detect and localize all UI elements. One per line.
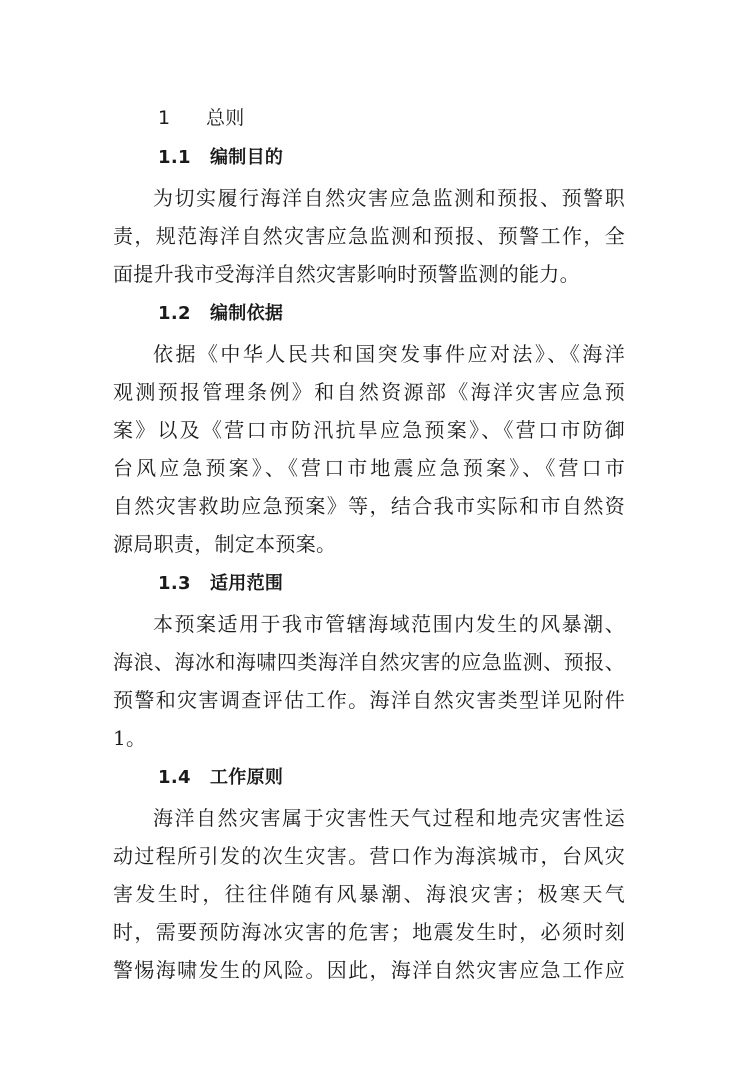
- paragraph-line: 预警和灾害调查评估工作。海洋自然灾害类型详见附件: [113, 688, 625, 712]
- paragraph-line: 台风应急预案》、《营口市地震应急预案》、《营口市: [113, 456, 625, 480]
- section-title: 编制目的: [210, 147, 284, 168]
- paragraph-line: 动过程所引发的次生灾害。营口作为海滨城市，台风灾: [113, 844, 625, 868]
- section-number: 1.4: [158, 767, 191, 788]
- paragraph-line: 案》以及《营口市防汛抗旱应急预案》、《营口市防御: [113, 418, 625, 442]
- paragraph-line: 警惕海啸发生的风险。因此，海洋自然灾害应急工作应: [113, 958, 625, 982]
- paragraph-line: 责，规范海洋自然灾害应急监测和预报、预警工作，全: [113, 224, 625, 248]
- paragraph-line: 海浪、海冰和海啸四类海洋自然灾害的应急监测、预报、: [113, 650, 625, 674]
- paragraph-line: 自然灾害救助应急预案》等，结合我市实际和市自然资: [113, 494, 625, 518]
- paragraph-line: 依据《中华人民共和国突发事件应对法》、《海洋: [153, 342, 625, 366]
- section-number: 1.3: [158, 573, 191, 594]
- section-heading: [113, 766, 625, 790]
- paragraph-line: 1。: [113, 726, 147, 750]
- section-heading: [113, 302, 625, 326]
- section-heading: [113, 146, 625, 170]
- section-title: 适用范围: [210, 573, 284, 594]
- paragraph-line: 海洋自然灾害属于灾害性天气过程和地壳灾害性运: [153, 806, 625, 830]
- section-title: 工作原则: [210, 767, 284, 788]
- section-heading: [113, 572, 625, 596]
- section-number: 1.2: [158, 303, 191, 324]
- paragraph-line: 时，需要预防海冰灾害的危害；地震发生时，必须时刻: [113, 920, 625, 944]
- paragraph-line: 源局职责，制定本预案。: [113, 532, 337, 556]
- chapter-title: 总则: [206, 107, 245, 129]
- paragraph-line: 面提升我市受海洋自然灾害影响时预警监测的能力。: [113, 262, 580, 286]
- paragraph-line: 本预案适用于我市管辖海域范围内发生的风暴潮、: [153, 612, 625, 636]
- chapter-number: 1: [158, 107, 171, 129]
- section-number: 1.1: [158, 147, 191, 168]
- section-title: 编制依据: [210, 303, 284, 324]
- paragraph-line: 害发生时，往往伴随有风暴潮、海浪灾害；极寒天气: [113, 882, 625, 906]
- paragraph-line: 为切实履行海洋自然灾害应急监测和预报、预警职: [153, 186, 625, 210]
- chapter-heading: [113, 106, 625, 130]
- paragraph-line: 观测预报管理条例》和自然资源部《海洋灾害应急预: [113, 380, 625, 404]
